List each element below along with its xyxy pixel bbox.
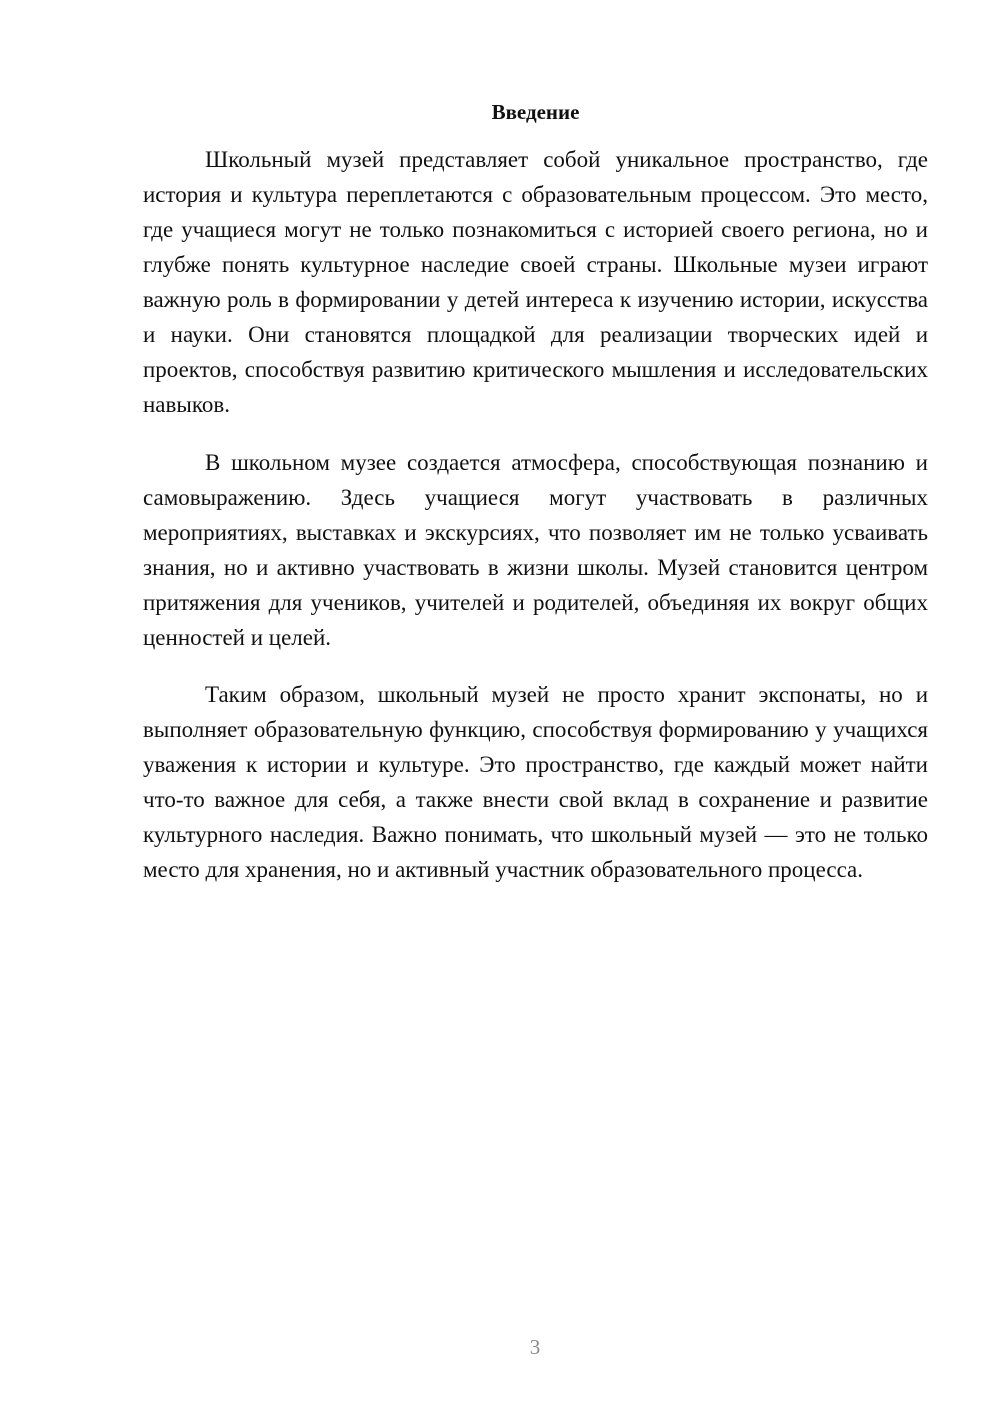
paragraph-1: Школьный музей представляет собой уникальное пространство, где история и культура переплетаются с образовательным процессом. Это место, где учащиеся могут не только познакомиться с историей своего региона, но и глубже понять культурное наследие своей страны. Школьные музеи играют важную роль в формировании у детей интереса к изучению истории, искусства и науки. Они становятся площадкой для реализации творческих идей и проектов, способствуя развитию критического мышления и исследовательских навыков. <box>143 147 928 417</box>
section-title: Введение <box>491 100 580 124</box>
paragraph-3: Таким образом, школьный музей не просто хранит экспонаты, но и выполняет образовательную функцию, способствуя формированию у учащихся уважения к истории и культуре. Это пространство, где каждый может найти что-то важное для себя, а также внести свой вклад в сохранение и развитие культурного наследия. Важно понимать, что школьный музей — это не только место для хранения, но и активный участник образовательного процесса. <box>143 682 928 882</box>
paragraph-2: В школьном музее создается атмосфера, способствующая познанию и самовыражению. Здесь учащиеся могут участвовать в различных мероприятиях, выставках и экскурсиях, что позволяет им не только усваивать знания, но и активно участвовать в жизни школы. Музей становится центром притяжения для учеников, учителей и родителей, объединяя их вокруг общих ценностей и целей. <box>143 450 928 650</box>
page-number: 3 <box>529 1335 541 1359</box>
